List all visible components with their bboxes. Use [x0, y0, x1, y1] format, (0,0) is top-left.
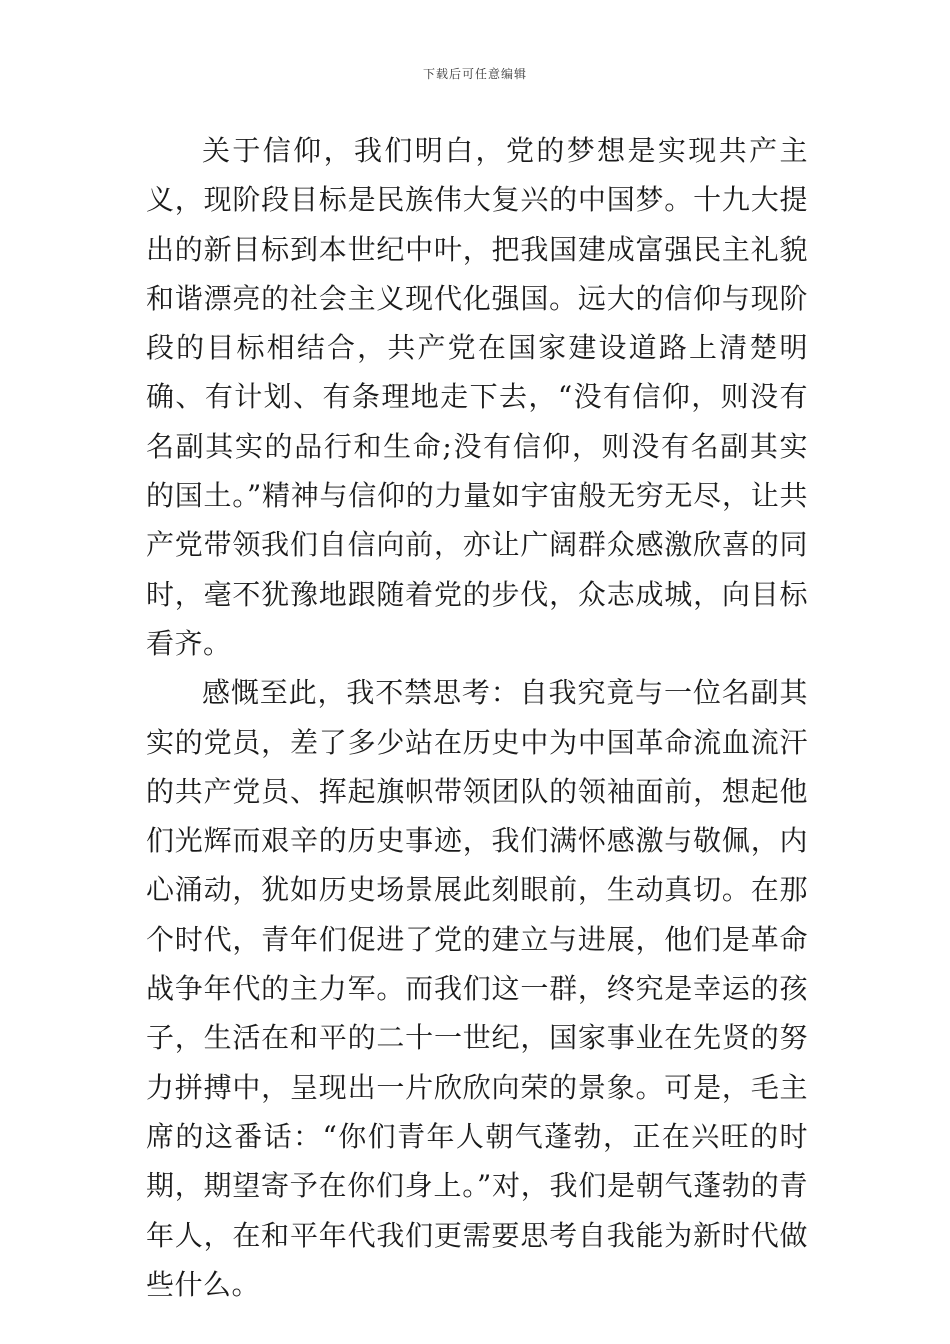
page-header: 下载后可任意编辑	[422, 67, 527, 81]
paragraph-2: 感慨至此，我不禁思考：自我究竟与一位名副其实的党员，差了多少站在历史中为中国革命流血流汗的共产党员、挥起旗帜带领团队的领袖面前，想起他们光辉而艰辛的历史事迹，我们满怀感激与敬佩，内心涌动，犹如历史场景展此刻眼前，生动真切。在那个时代，青年们促进了党的建立与进展，他们是革命战争年代的主力军。而我们这一群，终究是幸运的孩子，生活在和平的二十一世纪，国家事业在先贤的努力拼搏中，呈现出一片欣欣向荣的景象。可是，毛主席的这番话：“你们青年人朝气蓬勃，正在兴旺的时期，期望寄予在你们身上。”对，我们是朝气蓬勃的青年人，在和平年代我们更需要思考自我能为新时代做些什么。	[146, 676, 808, 1301]
paragraph-1: 关于信仰，我们明白，党的梦想是实现共产主义，现阶段目标是民族伟大复兴的中国梦。十九大提出的新目标到本世纪中叶，把我国建成富强民主礼貌和谐漂亮的社会主义现代化强国。远大的信仰与现阶段的目标相结合，共产党在国家建设道路上清楚明确、有计划、有条理地走下去，“没有信仰，则没有名副其实的品行和生命;没有信仰，则没有名副其实的国土。”精神与信仰的力量如宇宙般无穷无尽，让共产党带领我们自信向前，亦让广阔群众感激欣喜的同时，毫不犹豫地跟随着党的步伐，众志成城，向目标看齐。	[146, 134, 808, 660]
document-body	[146, 126, 808, 1309]
